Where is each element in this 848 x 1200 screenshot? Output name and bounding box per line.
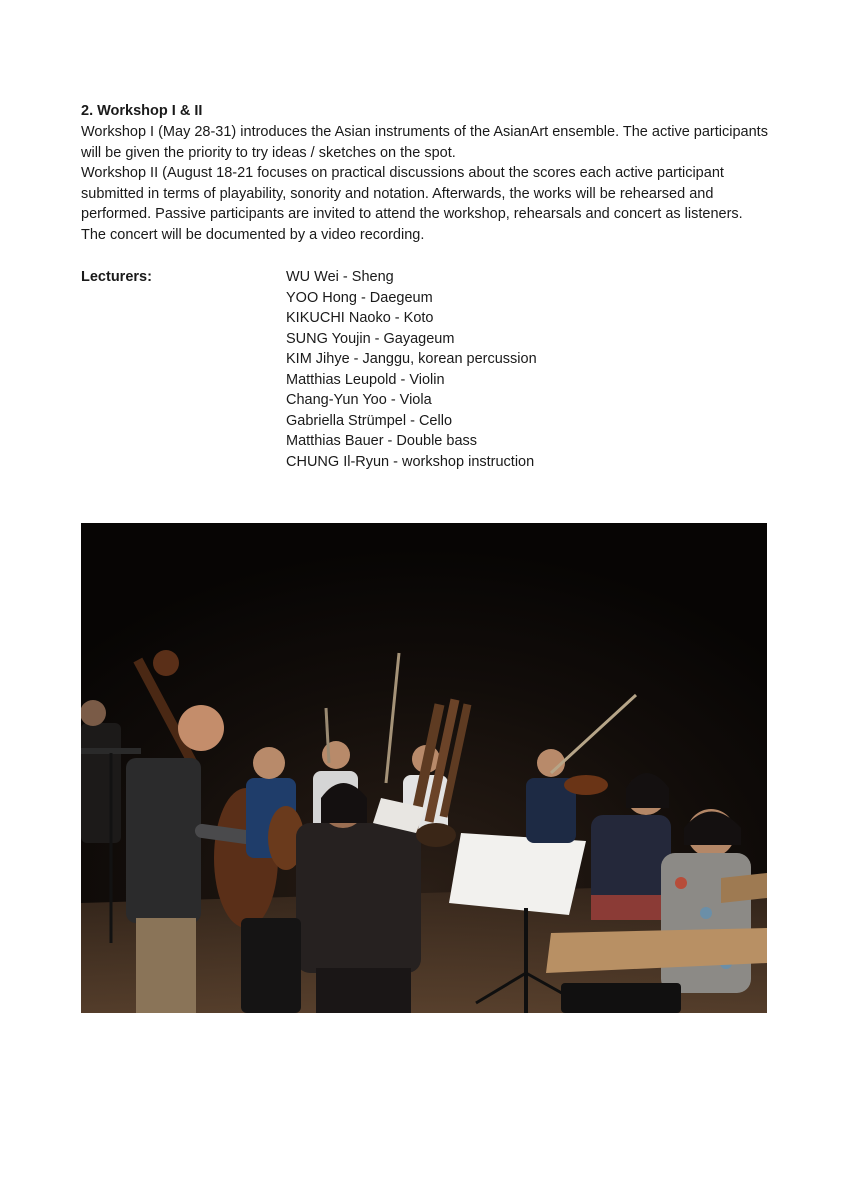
lecturer-item: Matthias Leupold - Violin [286,371,445,388]
paragraph-workshop-1: Workshop I (May 28-31) introduces the Asian instruments of the AsianArt ensemble. The active participants will be given the priority to try ideas / sketches on the spot. [81,124,768,161]
lecturer-item: Gabriella Strümpel - Cello [286,412,453,429]
section-body [81,122,771,245]
photo-illustration [81,523,767,1013]
lecturer-item: WU Wei - Sheng [286,269,394,285]
lecturer-item: SUNG Youjin - Gayageum [286,330,455,347]
ensemble-rehearsal-photo [81,523,767,1013]
paragraph-workshop-2: Workshop II (August 18-21 focuses on practical discussions about the scores each active participant submitted in terms of playability, sonority and notation. Afterwards, the works will be rehearsed and performed. Passive participants are invited to attend the workshop, rehearsals and concert as listeners. The concert will be documented by a video recording. [81,165,743,243]
section-heading: 2. Workshop I & II [81,103,203,119]
lecturer-item: Chang-Yun Yoo - Viola [286,392,432,408]
lecturer-item: YOO Hong - Daegeum [286,289,433,306]
lecturers-list [286,267,537,472]
lecturer-item: Matthias Bauer - Double bass [286,433,478,449]
lecturer-item: KIKUCHI Naoko - Koto [286,310,434,326]
lecturer-item: KIM Jihye - Janggu, korean percussion [286,351,537,367]
lecturers-label: Lecturers: [81,269,152,285]
lecturer-item: CHUNG Il-Ryun - workshop instruction [286,453,535,470]
